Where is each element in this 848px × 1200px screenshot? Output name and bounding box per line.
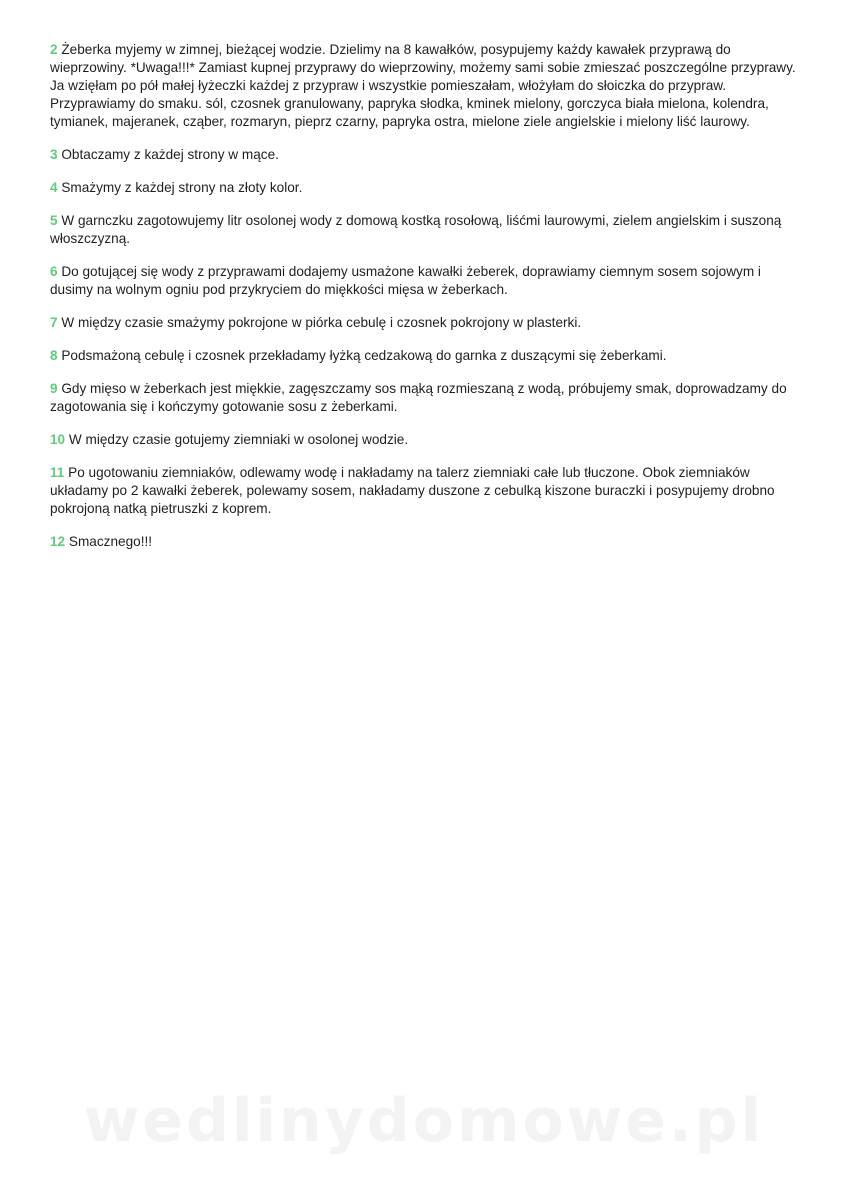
watermark: wedlinydomowe.pl xyxy=(83,1086,765,1156)
step-text: Smażymy z każdej strony na złoty kolor. xyxy=(61,180,303,195)
step-number: 10 xyxy=(50,432,66,447)
step-text: Obtaczamy z każdej strony w mące. xyxy=(61,147,279,162)
step-10 xyxy=(50,431,800,449)
step-text: Do gotującej się wody z przyprawami dodajemy usmażone kawałki żeberek, doprawiamy ciemnym sosem sojowym i dusimy na wolnym ogniu pod przykryciem do miękkości mięsa w żeberkach. xyxy=(50,264,761,297)
step-2 xyxy=(50,41,800,131)
recipe-steps xyxy=(50,41,800,566)
step-number: 6 xyxy=(50,264,58,279)
step-number: 2 xyxy=(50,42,58,57)
step-text: Po ugotowaniu ziemniaków, odlewamy wodę i nakładamy na talerz ziemniaki całe lub tłuczone. Obok ziemniaków układamy po 2 kawałki żeberek, polewamy sosem, nakładamy duszone z cebulką kiszone buraczki i posypujemy drobno pokrojoną natką pietruszki z koprem. xyxy=(50,465,775,516)
step-12 xyxy=(50,533,800,551)
step-11 xyxy=(50,464,800,518)
step-7 xyxy=(50,314,800,332)
step-text: Żeberka myjemy w zimnej, bieżącej wodzie. Dzielimy na 8 kawałków, posypujemy każdy kawałek przyprawą do wieprzowiny. *Uwaga!!!* Zamiast kupnej przyprawy do wieprzowiny, możemy sami sobie zmieszać poszczególne przyprawy. Ja wzięłam po pół małej łyżeczki każdej z przypraw i wszystkie pomieszałam, włożyłam do słoiczka do przypraw. Przyprawiamy do smaku. sól, czosnek granulowany, papryka słodka, kminek mielony, gorczyca biała mielona, kolendra, tymianek, majeranek, cząber, rozmaryn, pieprz czarny, papryka ostra, mielone ziele angielskie i mielony liść laurowy. xyxy=(50,42,796,129)
step-number: 11 xyxy=(50,465,65,480)
step-number: 7 xyxy=(50,315,58,330)
step-text: Smacznego!!! xyxy=(68,534,153,549)
step-text: Gdy mięso w żeberkach jest miękkie, zagęszczamy sos mąką rozmieszaną z wodą, próbujemy smak, doprowadzamy do zagotowania się i kończymy gotowanie sosu z żeberkami. xyxy=(50,381,787,414)
step-3 xyxy=(50,146,800,164)
step-5 xyxy=(50,212,800,248)
step-text: W garnczku zagotowujemy litr osolonej wody z domową kostką rosołową, liśćmi laurowymi, zielem angielskim i suszoną włoszczyzną. xyxy=(50,213,782,246)
step-9 xyxy=(50,380,800,416)
step-text: W między czasie smażymy pokrojone w piórka cebulę i czosnek pokrojony w plasterki. xyxy=(61,315,582,330)
step-text: Podsmażoną cebulę i czosnek przekładamy łyżką cedzakową do garnka z duszącymi się żeberkami. xyxy=(61,348,667,363)
step-6 xyxy=(50,263,800,299)
step-number: 8 xyxy=(50,348,58,363)
step-number: 4 xyxy=(50,180,58,195)
step-text: W między czasie gotujemy ziemniaki w osolonej wodzie. xyxy=(68,432,409,447)
step-number: 12 xyxy=(50,534,66,549)
step-number: 5 xyxy=(50,213,58,228)
step-4 xyxy=(50,179,800,197)
step-8 xyxy=(50,347,800,365)
step-number: 9 xyxy=(50,381,58,396)
step-number: 3 xyxy=(50,147,58,162)
